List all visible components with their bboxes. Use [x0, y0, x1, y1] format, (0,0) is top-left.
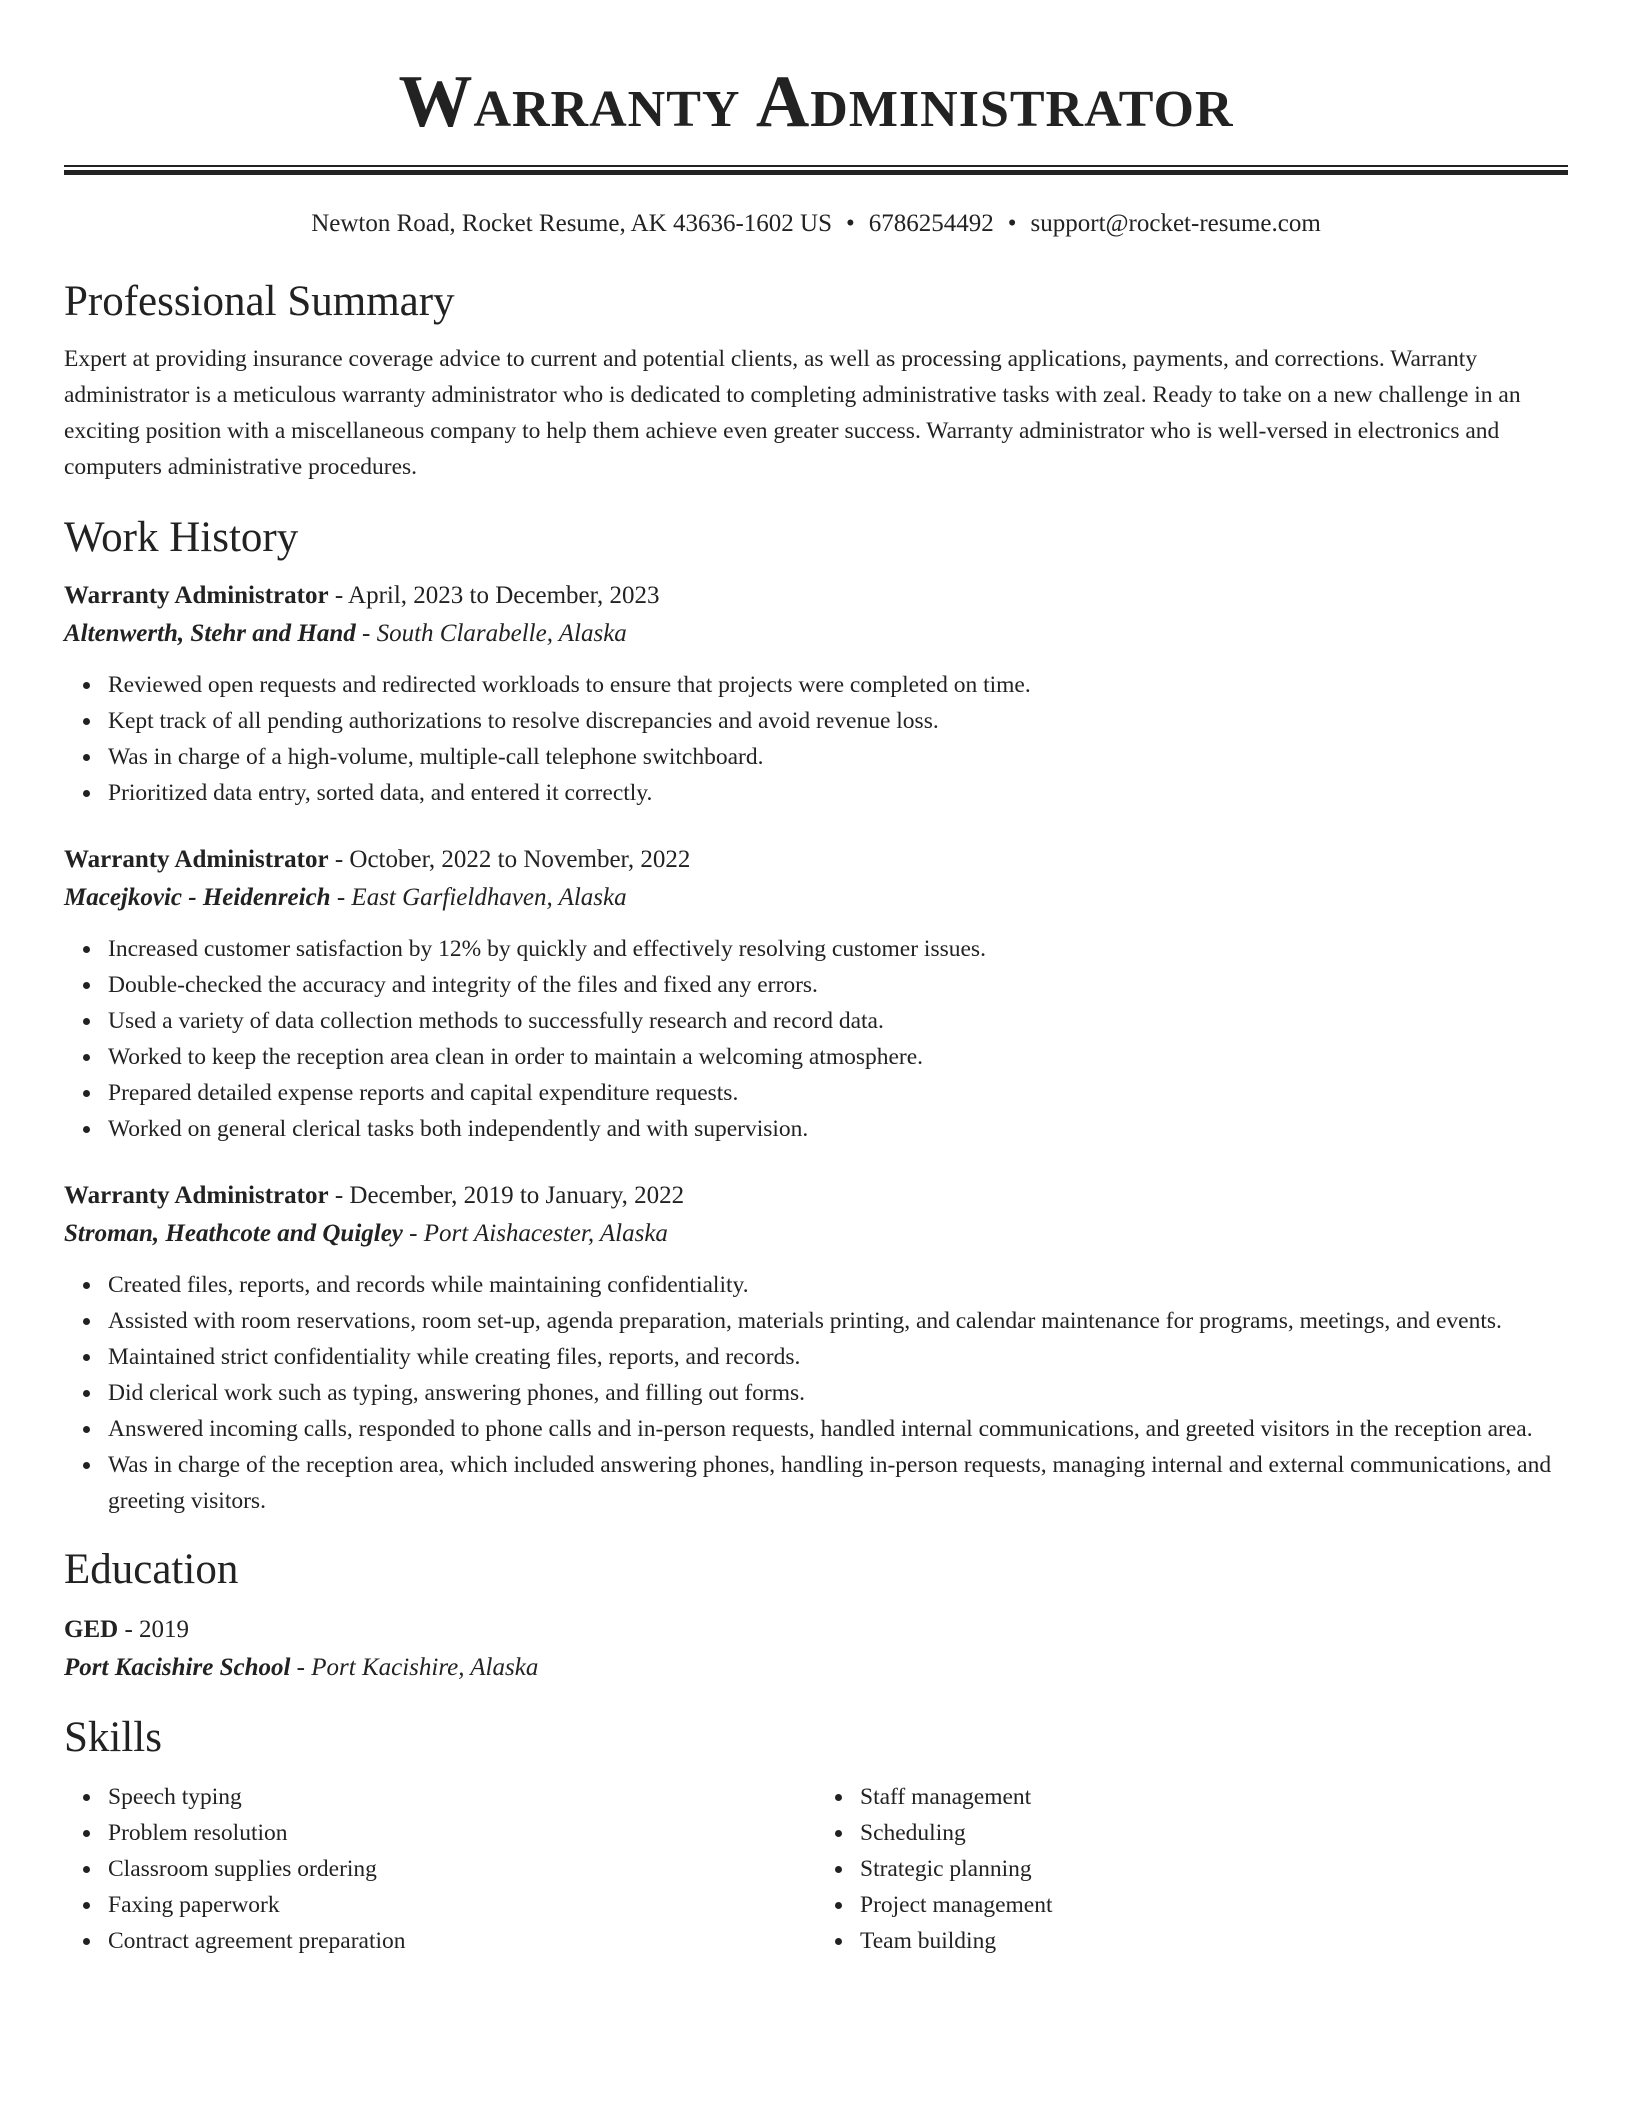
education-school: Port Kacishire School — [64, 1654, 291, 1681]
education-school-line — [64, 1649, 1568, 1687]
skill-item: Project management — [860, 1887, 1568, 1923]
job-company-line — [64, 1215, 1568, 1253]
job-bullets — [64, 1267, 1568, 1519]
job-role: Warranty Administrator — [64, 582, 329, 609]
skill-item: Scheduling — [860, 1815, 1568, 1851]
job-company: Stroman, Heathcote and Quigley — [64, 1220, 403, 1247]
resume-name: Warranty Administrator — [398, 61, 1234, 143]
contact-separator: • — [1007, 210, 1017, 237]
education-location: Port Kacishire, Alaska — [311, 1654, 539, 1681]
header-rule — [64, 165, 1568, 175]
job-entry — [64, 577, 1568, 811]
job-bullets — [64, 931, 1568, 1147]
education-heading: Education — [64, 1546, 239, 1593]
job-bullet: Was in charge of the reception area, which included answering phones, handling in-person requests, managing internal and external communications, and greeting visitors. — [108, 1447, 1568, 1519]
contact-email: support@rocket-resume.com — [1030, 210, 1321, 237]
skill-item: Contract agreement preparation — [108, 1923, 816, 1959]
job-entry — [64, 841, 1568, 1147]
job-bullet: Was in charge of a high-volume, multiple-call telephone switchboard. — [108, 739, 1568, 775]
job-dates: October, 2022 to November, 2022 — [349, 846, 691, 873]
job-dash: - — [328, 582, 349, 609]
skills-columns — [64, 1779, 1568, 1959]
job-bullet: Used a variety of data collection methods to successfully research and record data. — [108, 1003, 1568, 1039]
skill-item: Problem resolution — [108, 1815, 816, 1851]
skills-list-left — [64, 1779, 816, 1959]
job-entry — [64, 1177, 1568, 1519]
job-company: Altenwerth, Stehr and Hand — [64, 620, 356, 647]
job-dates: April, 2023 to December, 2023 — [348, 582, 660, 609]
skill-item: Speech typing — [108, 1779, 816, 1815]
skill-item: Faxing paperwork — [108, 1887, 816, 1923]
skill-item: Strategic planning — [860, 1851, 1568, 1887]
job-company: Macejkovic - Heidenreich — [64, 884, 331, 911]
education-dash: - — [118, 1616, 140, 1643]
job-dash: - — [330, 884, 352, 911]
job-title-line — [64, 841, 1568, 879]
job-role: Warranty Administrator — [64, 846, 329, 873]
job-dash: - — [402, 1220, 424, 1247]
job-bullet: Maintained strict confidentiality while creating files, reports, and records. — [108, 1339, 1568, 1375]
job-bullet: Answered incoming calls, responded to phone calls and in-person requests, handled internal communications, and greeted visitors in the reception area. — [108, 1411, 1568, 1447]
job-bullet: Kept track of all pending authorizations to resolve discrepancies and avoid revenue loss. — [108, 703, 1568, 739]
job-role: Warranty Administrator — [64, 1182, 329, 1209]
job-bullet: Prioritized data entry, sorted data, and entered it correctly. — [108, 775, 1568, 811]
job-bullet: Increased customer satisfaction by 12% by quickly and effectively resolving customer issues. — [108, 931, 1568, 967]
summary-heading: Professional Summary — [64, 278, 455, 325]
skills-list-right — [816, 1779, 1568, 1959]
job-dash: - — [328, 846, 350, 873]
job-location: South Clarabelle, Alaska — [376, 620, 627, 647]
job-location: East Garfieldhaven, Alaska — [351, 884, 627, 911]
job-dates: December, 2019 to January, 2022 — [349, 1182, 685, 1209]
job-company-line — [64, 615, 1568, 653]
education-degree: GED — [64, 1616, 119, 1643]
skills-heading: Skills — [64, 1714, 162, 1761]
education-degree-line — [64, 1611, 1568, 1649]
job-dash: - — [328, 1182, 350, 1209]
job-title-line — [64, 577, 1568, 615]
skill-item: Team building — [860, 1923, 1568, 1959]
job-bullet: Worked to keep the reception area clean in order to maintain a welcoming atmosphere. — [108, 1039, 1568, 1075]
job-bullets — [64, 667, 1568, 811]
education-dash: - — [290, 1654, 312, 1681]
summary-text: Expert at providing insurance coverage advice to current and potential clients, as well as processing applications, payments, and corrections. Warranty administrator is a meticulous warranty administrator who is dedicated to completing administrative tasks with zeal. Ready to take on a new challenge in an exciting position with a miscellaneous company to help them achieve even greater success. Warranty administrator who is well-versed in electronics and computers administrative procedures. — [64, 346, 1521, 480]
job-bullet: Assisted with room reservations, room set-up, agenda preparation, materials printing, and calendar maintenance for programs, meetings, and events. — [108, 1303, 1568, 1339]
job-bullet: Created files, reports, and records while maintaining confidentiality. — [108, 1267, 1568, 1303]
job-bullet: Did clerical work such as typing, answering phones, and filling out forms. — [108, 1375, 1568, 1411]
job-company-line — [64, 879, 1568, 917]
contact-address: Newton Road, Rocket Resume, AK 43636-1602 US — [311, 210, 832, 237]
job-location: Port Aishacester, Alaska — [423, 1220, 668, 1247]
contact-separator: • — [845, 210, 855, 237]
education-year: 2019 — [139, 1616, 190, 1643]
skill-item: Staff management — [860, 1779, 1568, 1815]
job-bullet: Double-checked the accuracy and integrity of the files and fixed any errors. — [108, 967, 1568, 1003]
job-dash: - — [355, 620, 377, 647]
job-bullet: Prepared detailed expense reports and capital expenditure requests. — [108, 1075, 1568, 1111]
contact-line — [64, 209, 1568, 239]
contact-phone: 6786254492 — [868, 210, 994, 237]
work-history-heading: Work History — [64, 514, 299, 561]
job-bullet: Reviewed open requests and redirected workloads to ensure that projects were completed on time. — [108, 667, 1568, 703]
skill-item: Classroom supplies ordering — [108, 1851, 816, 1887]
job-bullet: Worked on general clerical tasks both independently and with supervision. — [108, 1111, 1568, 1147]
education-entry — [64, 1611, 1568, 1687]
job-title-line — [64, 1177, 1568, 1215]
